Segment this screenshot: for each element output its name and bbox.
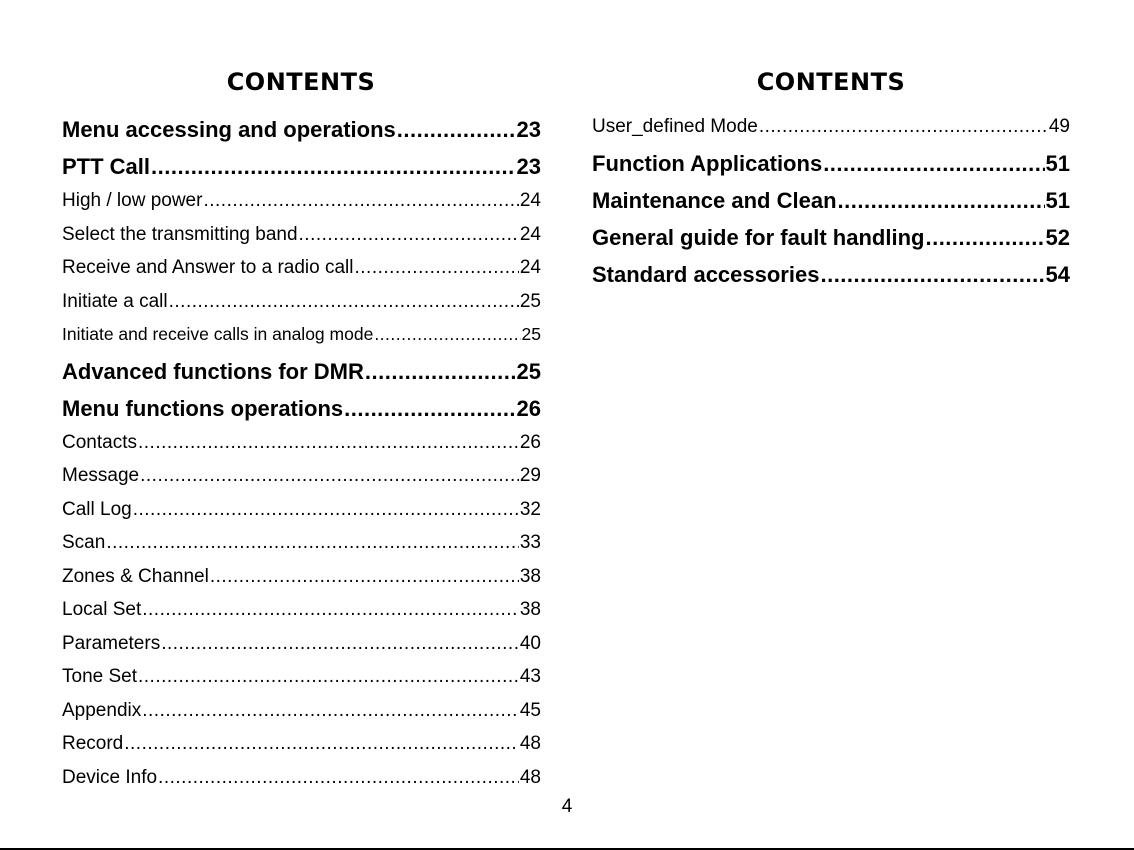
toc-entry[interactable] (62, 765, 541, 799)
toc-entry-title: Initiate and receive calls in analog mode (62, 324, 374, 344)
toc-leader-dots (344, 396, 515, 421)
toc-entry-title: Zones & Channel (62, 565, 209, 587)
toc-entry[interactable] (62, 255, 541, 289)
toc-leader-dots (138, 432, 519, 454)
toc-entry[interactable] (62, 530, 541, 564)
toc-entry[interactable] (62, 151, 541, 188)
toc-leader-dots (151, 154, 516, 179)
toc-entry[interactable] (592, 114, 1070, 148)
toc-entry[interactable] (592, 185, 1070, 222)
toc-leader-dots (759, 116, 1048, 138)
toc-entry-page: 25 (521, 324, 541, 344)
toc-leader-dots (142, 599, 519, 621)
toc-entry[interactable] (62, 289, 541, 323)
toc-list-left (62, 114, 541, 798)
toc-entry-title: Local Set (62, 599, 142, 620)
toc-entry[interactable] (62, 430, 541, 464)
toc-entry[interactable] (592, 148, 1070, 185)
toc-entry-title: Scan (62, 532, 106, 553)
toc-entry[interactable] (62, 564, 541, 598)
page-number: 4 (561, 796, 573, 817)
toc-entry[interactable] (62, 698, 541, 732)
toc-leader-dots (838, 188, 1045, 213)
toc-entry[interactable] (62, 597, 541, 631)
toc-leader-dots (299, 224, 519, 246)
contents-heading-right: CONTENTS (756, 68, 906, 96)
toc-entry-page: 24 (519, 223, 541, 245)
toc-leader-dots (925, 225, 1044, 250)
toc-leader-dots (124, 733, 519, 755)
toc-entry[interactable] (62, 356, 541, 393)
toc-entry-page: 38 (519, 565, 541, 587)
toc-entry-page: 40 (519, 632, 541, 654)
toc-entry-title: PTT Call (62, 154, 151, 179)
toc-leader-dots (365, 359, 516, 384)
toc-entry-page: 33 (519, 532, 541, 553)
toc-entry-title: General guide for fault handling (592, 224, 925, 250)
toc-leader-dots (820, 262, 1044, 287)
toc-entry[interactable] (62, 393, 541, 430)
toc-entry[interactable] (62, 664, 541, 698)
toc-entry[interactable] (62, 114, 541, 151)
toc-entry-page: 25 (516, 358, 541, 384)
toc-entry[interactable] (62, 188, 541, 222)
toc-entry-title: Appendix (62, 699, 142, 721)
toc-leader-dots (169, 291, 519, 313)
toc-entry-page: 43 (519, 666, 541, 687)
toc-leader-dots (823, 151, 1044, 176)
toc-entry-title: Receive and Answer to a radio call (62, 257, 354, 278)
toc-leader-dots (161, 633, 519, 655)
toc-leader-dots (106, 532, 519, 554)
toc-entry-page: 45 (519, 699, 541, 721)
toc-entry-title: Message (62, 465, 140, 486)
toc-entry-page: 23 (516, 154, 541, 179)
toc-entry-title: Contacts (62, 431, 137, 453)
toc-list-right (592, 114, 1070, 296)
toc-entry-title: Initiate a call (62, 290, 168, 312)
contents-heading-left: CONTENTS (226, 68, 376, 96)
toc-entry[interactable] (62, 731, 541, 765)
toc-entry[interactable] (592, 259, 1070, 296)
toc-leader-dots (355, 257, 519, 279)
toc-entry-page: 48 (519, 766, 541, 788)
toc-leader-dots (203, 190, 518, 212)
toc-leader-dots (142, 700, 519, 722)
toc-entry-title: Advanced functions for DMR (62, 358, 364, 384)
toc-entry-title: Tone Set (62, 666, 137, 687)
toc-entry-page: 49 (1048, 116, 1070, 137)
toc-entry[interactable] (62, 222, 541, 256)
toc-entry-page: 26 (519, 431, 541, 453)
toc-entry-page: 51 (1045, 150, 1070, 176)
toc-entry-page: 51 (1045, 187, 1070, 213)
toc-entry-title: Parameters (62, 632, 161, 654)
toc-entry-title: Standard accessories (592, 261, 820, 287)
toc-entry-page: 26 (516, 395, 541, 421)
toc-leader-dots (133, 499, 519, 521)
toc-entry-title: Select the transmitting band (62, 223, 298, 245)
toc-entry-title: High / low power (62, 190, 203, 211)
toc-entry-page: 38 (519, 599, 541, 620)
toc-entry-title: Function Applications (592, 150, 823, 176)
toc-entry-page: 25 (519, 290, 541, 312)
toc-entry-page: 52 (1045, 224, 1070, 250)
toc-entry-page: 54 (1045, 261, 1070, 287)
toc-entry-title: Maintenance and Clean (592, 187, 837, 213)
toc-entry-page: 29 (519, 465, 541, 486)
toc-entry[interactable] (62, 322, 541, 356)
toc-entry-title: Menu accessing and operations (62, 117, 396, 142)
toc-entry-title: Call Log (62, 498, 132, 520)
toc-entry-page: 24 (519, 257, 541, 278)
toc-entry-title: User_defined Mode (592, 116, 758, 137)
toc-entry-page: 48 (519, 733, 541, 754)
toc-entry-title: Record (62, 733, 124, 754)
toc-entry-page: 24 (519, 190, 541, 211)
toc-entry-title: Device Info (62, 766, 158, 788)
toc-entry-page: 23 (516, 117, 541, 142)
toc-entry-title: Menu functions operations (62, 395, 344, 421)
toc-entry-page: 32 (519, 498, 541, 520)
toc-entry[interactable] (62, 463, 541, 497)
toc-entry[interactable] (62, 631, 541, 665)
toc-entry[interactable] (592, 222, 1070, 259)
toc-leader-dots (397, 117, 516, 142)
toc-leader-dots (158, 767, 519, 789)
toc-entry[interactable] (62, 497, 541, 531)
toc-leader-dots (138, 666, 519, 688)
toc-leader-dots (140, 465, 519, 487)
toc-leader-dots (210, 566, 519, 588)
toc-leader-dots (374, 324, 520, 344)
